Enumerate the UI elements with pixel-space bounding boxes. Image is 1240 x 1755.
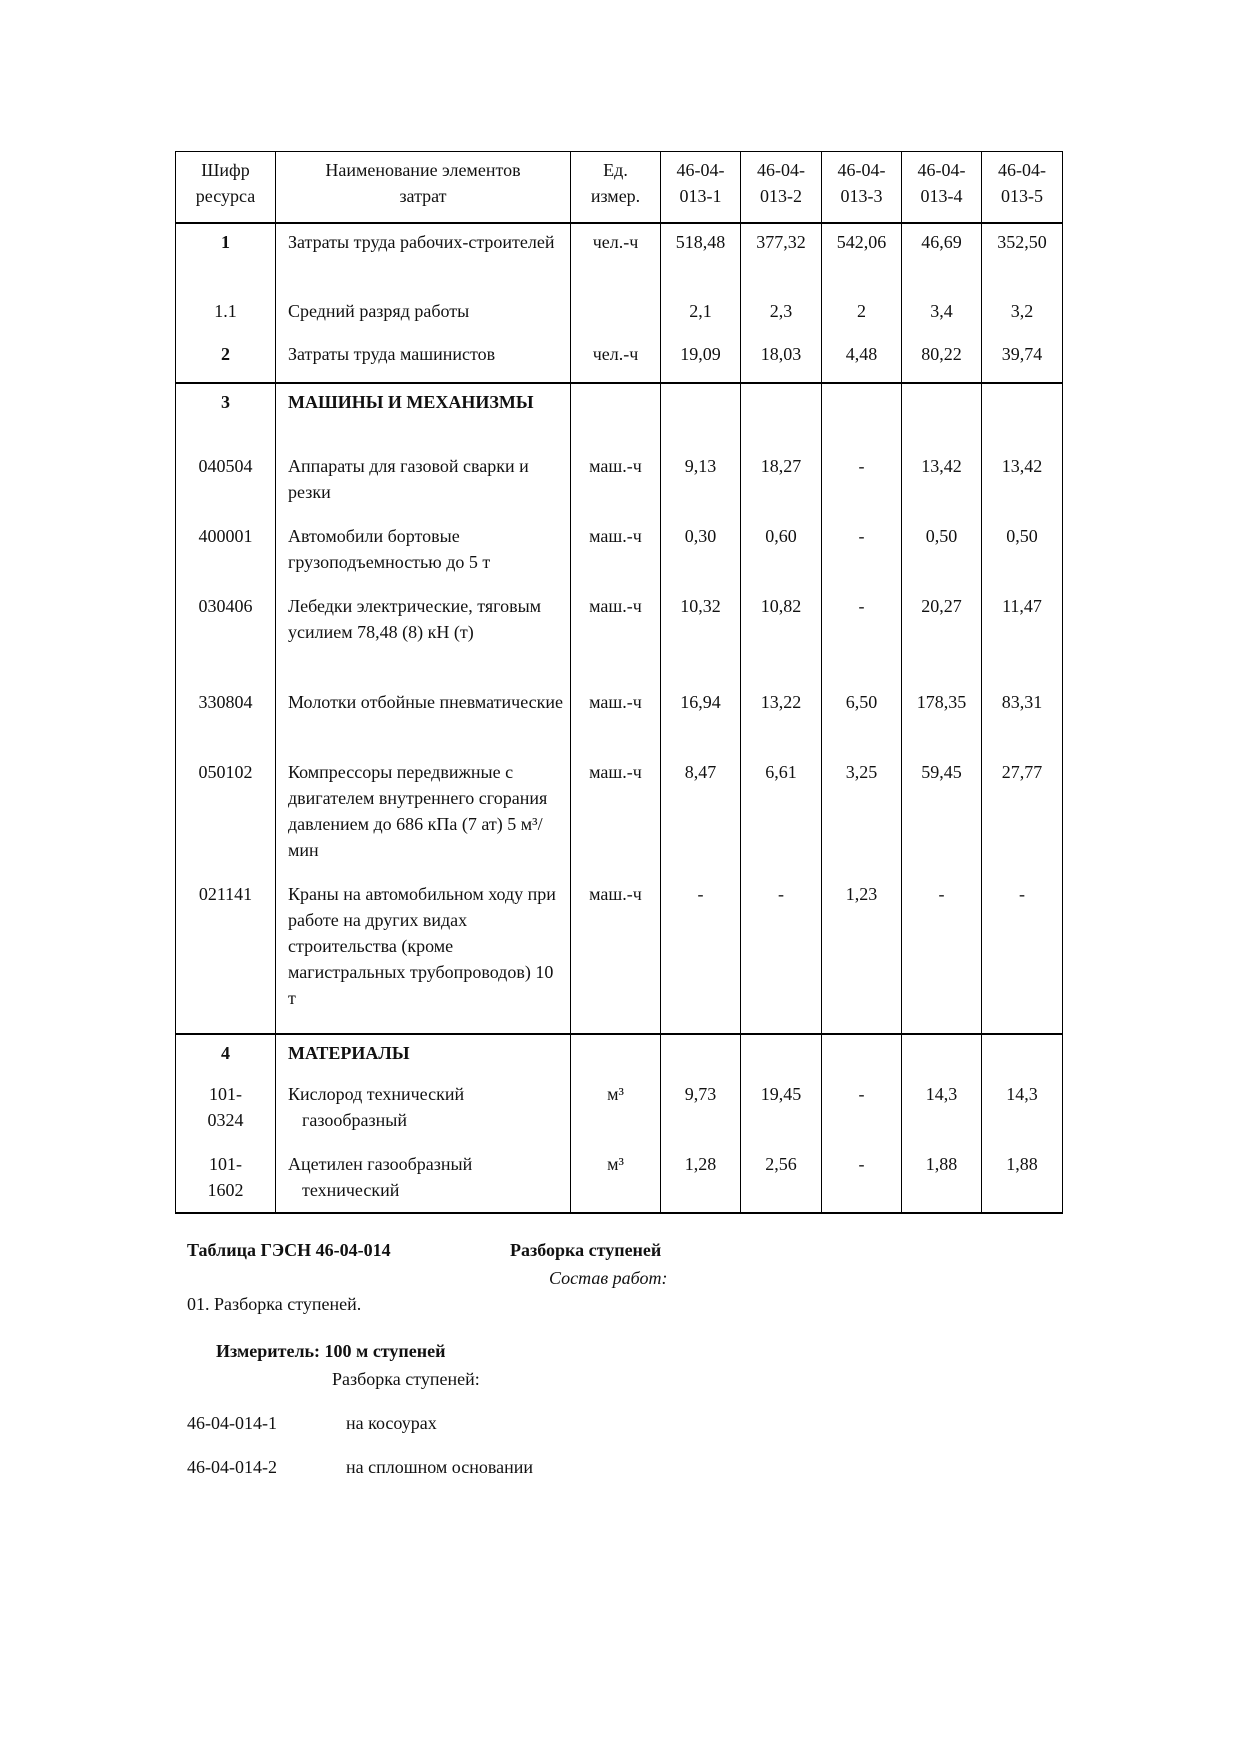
code-cell: [176, 684, 276, 754]
unit-cell: чел.-ч: [571, 336, 661, 383]
value-cell: 14,3: [902, 1076, 982, 1146]
subtitle: Разборка ступеней:: [332, 1369, 480, 1389]
value-cell: [661, 1034, 741, 1076]
code-cell: [176, 754, 276, 876]
value-cell: 6,50: [822, 684, 902, 754]
code-text: 1: [221, 231, 230, 252]
value-cell: [822, 383, 902, 448]
value-cell: 178,35: [902, 684, 982, 754]
value-cell: 542,06: [822, 223, 902, 293]
table-body: [176, 223, 1063, 1213]
value-cell: [661, 383, 741, 448]
code-text: 2: [221, 343, 230, 364]
code-cell: [176, 1146, 276, 1213]
header-cell: 46-04-013-1: [661, 152, 741, 223]
name-cell: Ацетилен газообразный технический: [276, 1146, 571, 1213]
value-cell: 10,82: [741, 588, 822, 684]
unit-cell: [571, 1034, 661, 1076]
value-cell: 11,47: [982, 588, 1063, 684]
unit-cell: маш.-ч: [571, 588, 661, 684]
name-cell: Краны на автомобильном ходу при работе на других видах строительства (кроме магистральных трубопроводов) 10 т: [276, 876, 571, 1034]
value-cell: 1,88: [902, 1146, 982, 1213]
header-cell: Ед. измер.: [571, 152, 661, 223]
value-cell: 83,31: [982, 684, 1063, 754]
value-cell: [902, 1034, 982, 1076]
value-cell: -: [902, 876, 982, 1034]
table-row: [176, 684, 1063, 754]
value-cell: 1,88: [982, 1146, 1063, 1213]
value-cell: 2: [822, 293, 902, 336]
header-cell: 46-04-013-4: [902, 152, 982, 223]
unit-cell: маш.-ч: [571, 448, 661, 518]
value-cell: 13,22: [741, 684, 822, 754]
value-cell: 39,74: [982, 336, 1063, 383]
work-item: 01. Разборка ступеней.: [187, 1294, 362, 1314]
code-cell: [176, 448, 276, 518]
table-row: [176, 336, 1063, 383]
table-row: [176, 518, 1063, 588]
value-cell: -: [661, 876, 741, 1034]
value-cell: 9,13: [661, 448, 741, 518]
unit-cell: маш.-ч: [571, 876, 661, 1034]
value-cell: 10,32: [661, 588, 741, 684]
table-row: [176, 223, 1063, 293]
code-cell: [176, 383, 276, 448]
header-cell: 46-04-013-2: [741, 152, 822, 223]
header-cell: Шифр ресурса: [176, 152, 276, 223]
name-cell: Затраты труда машинистов: [276, 336, 571, 383]
unit-cell: маш.-ч: [571, 684, 661, 754]
code-text: 3: [221, 391, 230, 412]
code-cell: [176, 336, 276, 383]
value-cell: 13,42: [982, 448, 1063, 518]
value-cell: [982, 383, 1063, 448]
value-cell: 2,1: [661, 293, 741, 336]
unit-cell: [571, 293, 661, 336]
table-row: [176, 876, 1063, 1034]
table-row: [176, 754, 1063, 876]
value-cell: 1,23: [822, 876, 902, 1034]
value-cell: 16,94: [661, 684, 741, 754]
code-text: 050102: [198, 761, 253, 782]
name-cell: МАТЕРИАЛЫ: [276, 1034, 571, 1076]
table-row: [176, 383, 1063, 448]
header-cell: 46-04-013-5: [982, 152, 1063, 223]
code-text: 101-1602: [207, 1153, 244, 1200]
table-row: [176, 1146, 1063, 1213]
value-cell: 8,47: [661, 754, 741, 876]
value-cell: 377,32: [741, 223, 822, 293]
measure-unit: Измеритель: 100 м ступеней: [216, 1341, 446, 1361]
value-cell: 518,48: [661, 223, 741, 293]
table-row: [176, 1076, 1063, 1146]
name-cell: Затраты труда рабочих-строителей: [276, 223, 571, 293]
code-cell: [176, 223, 276, 293]
unit-cell: м³: [571, 1146, 661, 1213]
code-text: 101-0324: [207, 1083, 244, 1130]
code-cell: [176, 518, 276, 588]
code-cell: [176, 876, 276, 1034]
item-name: на косоурах: [346, 1413, 437, 1433]
value-cell: 19,45: [741, 1076, 822, 1146]
value-cell: 6,61: [741, 754, 822, 876]
value-cell: 0,60: [741, 518, 822, 588]
unit-cell: [571, 383, 661, 448]
value-cell: -: [741, 876, 822, 1034]
value-cell: -: [982, 876, 1063, 1034]
value-cell: 13,42: [902, 448, 982, 518]
name-cell: Аппараты для газовой сварки и резки: [276, 448, 571, 518]
section-title: Разборка ступеней: [510, 1240, 662, 1260]
table-header-row: [176, 152, 1063, 223]
code-cell: [176, 588, 276, 684]
table-row: [176, 1034, 1063, 1076]
value-cell: 20,27: [902, 588, 982, 684]
code-text: 021141: [198, 883, 253, 904]
value-cell: 18,03: [741, 336, 822, 383]
value-cell: -: [822, 588, 902, 684]
name-cell: Средний разряд работы: [276, 293, 571, 336]
item-code: 46-04-014-1: [187, 1413, 277, 1433]
value-cell: 27,77: [982, 754, 1063, 876]
value-cell: 1,28: [661, 1146, 741, 1213]
code-cell: [176, 1076, 276, 1146]
value-cell: [741, 1034, 822, 1076]
name-cell: Компрессоры передвижные с двигателем внутреннего сгорания давлением до 686 кПа (7 ат) 5 м³/мин: [276, 754, 571, 876]
value-cell: -: [822, 1146, 902, 1213]
code-text: 330804: [198, 691, 253, 712]
value-cell: 3,2: [982, 293, 1063, 336]
table-row: [176, 448, 1063, 518]
value-cell: 4,48: [822, 336, 902, 383]
header-cell: 46-04-013-3: [822, 152, 902, 223]
unit-cell: чел.-ч: [571, 223, 661, 293]
unit-cell: маш.-ч: [571, 754, 661, 876]
code-text: 030406: [198, 595, 253, 616]
value-cell: 59,45: [902, 754, 982, 876]
item-name: на сплошном основании: [346, 1457, 533, 1477]
value-cell: 2,56: [741, 1146, 822, 1213]
value-cell: 46,69: [902, 223, 982, 293]
value-cell: 0,50: [902, 518, 982, 588]
value-cell: 19,09: [661, 336, 741, 383]
value-cell: [982, 1034, 1063, 1076]
code-text: 4: [221, 1042, 230, 1063]
value-cell: 0,30: [661, 518, 741, 588]
table-row: [176, 293, 1063, 336]
code-cell: [176, 293, 276, 336]
code-cell: [176, 1034, 276, 1076]
value-cell: [741, 383, 822, 448]
value-cell: -: [822, 1076, 902, 1146]
code-text: 400001: [198, 525, 253, 546]
table-title: Таблица ГЭСН 46-04-014: [187, 1240, 391, 1260]
name-cell: Автомобили бортовые грузоподъемностью до 5 т: [276, 518, 571, 588]
value-cell: 80,22: [902, 336, 982, 383]
value-cell: 2,3: [741, 293, 822, 336]
name-cell: Кислород технический газообразный: [276, 1076, 571, 1146]
composition-label: Состав работ:: [549, 1268, 668, 1288]
resource-table: [175, 151, 1063, 1214]
value-cell: 3,25: [822, 754, 902, 876]
value-cell: -: [822, 518, 902, 588]
value-cell: 352,50: [982, 223, 1063, 293]
value-cell: [902, 383, 982, 448]
unit-cell: м³: [571, 1076, 661, 1146]
code-text: 1.1: [214, 300, 237, 321]
header-cell: Наименование элементов затрат: [276, 152, 571, 223]
item-code: 46-04-014-2: [187, 1457, 277, 1477]
unit-cell: маш.-ч: [571, 518, 661, 588]
value-cell: -: [822, 448, 902, 518]
value-cell: 18,27: [741, 448, 822, 518]
value-cell: 3,4: [902, 293, 982, 336]
name-cell: Лебедки электрические, тяговым усилием 78,48 (8) кН (т): [276, 588, 571, 684]
value-cell: 0,50: [982, 518, 1063, 588]
value-cell: [822, 1034, 902, 1076]
value-cell: 14,3: [982, 1076, 1063, 1146]
name-cell: Молотки отбойные пневматические: [276, 684, 571, 754]
table-row: [176, 588, 1063, 684]
value-cell: 9,73: [661, 1076, 741, 1146]
name-cell: МАШИНЫ И МЕХАНИЗМЫ: [276, 383, 571, 448]
code-text: 040504: [198, 455, 253, 476]
